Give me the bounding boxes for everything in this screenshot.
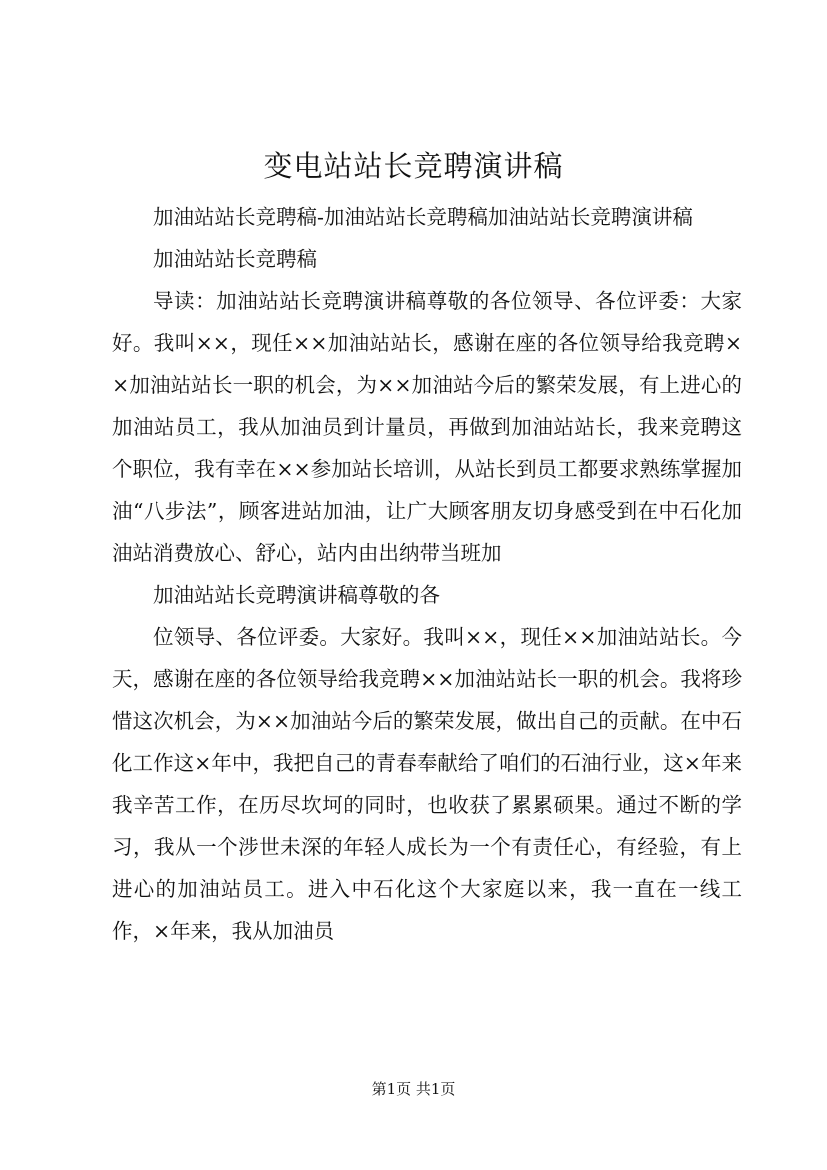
paragraph-3: 导读：加油站站长竞聘演讲稿尊敬的各位领导、各位评委：大家好。我叫××，现任××加油站站长，感谢在座的各位领导给我竞聘××加油站站长一职的机会，为××加油站今后的繁荣发展，有上进心的加油站员工，我从加油员到计量员，再做到加油站站长，我来竞聘这个职位，我有幸在××参加站长培训，从站长到员工都要求熟练掌握加油“八步法”，顾客进站加油，让广大顾客朋友切身感受到在中石化加油站消费放心、舒心，站内由出纳带当班加	[112, 289, 742, 565]
paragraph-2: 加油站站长竞聘稿	[153, 247, 317, 271]
paragraph-5: 位领导、各位评委。大家好。我叫××，现任××加油站站长。今天，感谢在座的各位领导给我竞聘××加油站站长一职的机会。我将珍惜这次机会，为××加油站今后的繁荣发展，做出自己的贡献。在中石化工作这×年中，我把自己的青春奉献给了咱们的石油行业，这×年来我辛苦工作，在历尽坎坷的同时，也收获了累累硕果。通过不断的学习，我从一个涉世未深的年轻人成长为一个有责任心，有经验，有上进心的加油站员工。进入中石化这个大家庭以来，我一直在一线工作，×年来，我从加油员	[112, 625, 742, 943]
paragraph-4: 加油站站长竞聘演讲稿尊敬的各	[153, 583, 440, 607]
document-body	[112, 196, 742, 952]
page-number-footer: 第1页 共1页	[371, 1080, 456, 1098]
paragraph-1: 加油站站长竞聘稿-加油站站长竞聘稿加油站站长竞聘演讲稿	[153, 205, 693, 229]
document-title: 变电站站长竞聘演讲稿	[263, 149, 564, 183]
